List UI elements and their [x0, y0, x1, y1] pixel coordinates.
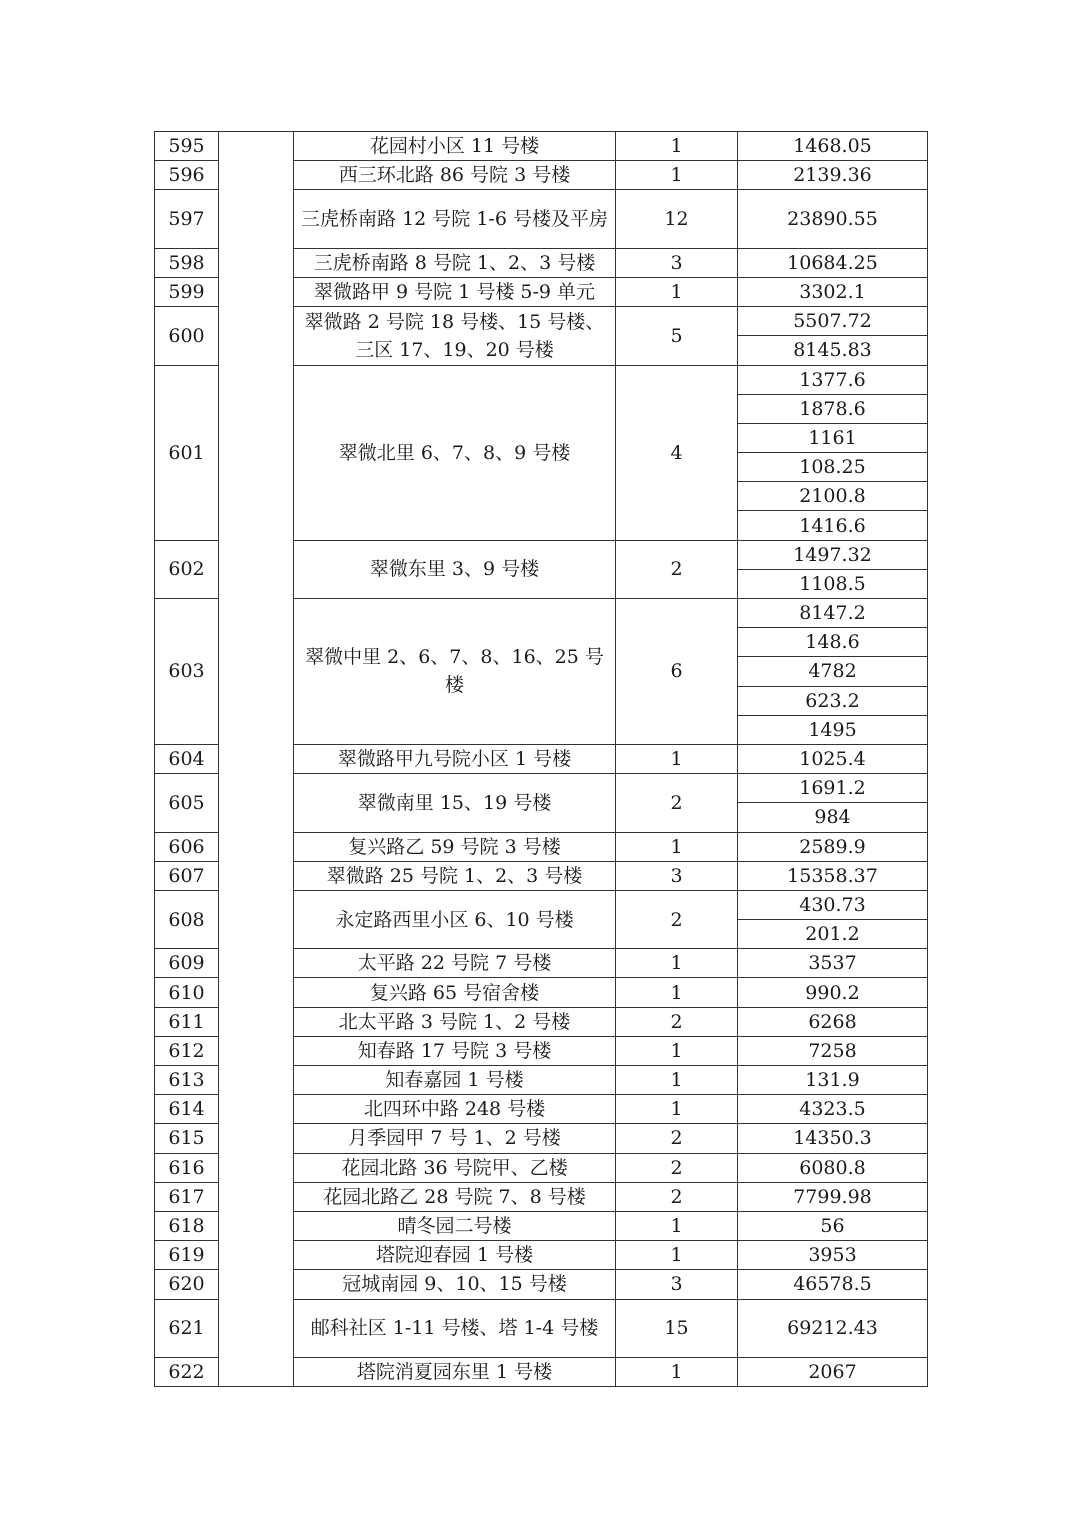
row-number: 622	[155, 1357, 219, 1386]
area-value: 1468.05	[738, 132, 928, 161]
row-number: 621	[155, 1299, 219, 1357]
building-count: 5	[616, 307, 738, 365]
area-value: 3953	[738, 1241, 928, 1270]
building-count: 4	[616, 365, 738, 540]
row-number: 614	[155, 1095, 219, 1124]
row-number: 620	[155, 1270, 219, 1299]
address-cell: 北太平路 3 号院 1、2 号楼	[294, 1007, 616, 1036]
housing-table	[154, 131, 928, 1387]
row-number: 597	[155, 190, 219, 248]
table-row	[155, 132, 928, 161]
row-number: 613	[155, 1066, 219, 1095]
building-count: 3	[616, 248, 738, 277]
building-count: 12	[616, 190, 738, 248]
row-number: 608	[155, 890, 219, 948]
address-cell: 花园北路乙 28 号院 7、8 号楼	[294, 1182, 616, 1211]
building-count: 1	[616, 1211, 738, 1240]
area-value: 201.2	[738, 920, 928, 949]
row-number: 612	[155, 1036, 219, 1065]
building-count: 2	[616, 1153, 738, 1182]
address-cell: 三虎桥南路 12 号院 1-6 号楼及平房	[294, 190, 616, 248]
area-value: 23890.55	[738, 190, 928, 248]
address-cell: 塔院消夏园东里 1 号楼	[294, 1357, 616, 1386]
building-count: 1	[616, 744, 738, 773]
row-number: 596	[155, 161, 219, 190]
area-value: 5507.72	[738, 307, 928, 336]
area-value: 69212.43	[738, 1299, 928, 1357]
building-count: 1	[616, 949, 738, 978]
row-number: 606	[155, 832, 219, 861]
row-number: 615	[155, 1124, 219, 1153]
row-number: 600	[155, 307, 219, 365]
row-number: 618	[155, 1211, 219, 1240]
address-cell: 花园村小区 11 号楼	[294, 132, 616, 161]
row-number: 605	[155, 774, 219, 832]
row-number: 607	[155, 861, 219, 890]
address-cell: 翠微路甲九号院小区 1 号楼	[294, 744, 616, 773]
building-count: 6	[616, 599, 738, 745]
building-count: 1	[616, 1357, 738, 1386]
address-cell: 北四环中路 248 号楼	[294, 1095, 616, 1124]
area-value: 1497.32	[738, 540, 928, 569]
row-number: 595	[155, 132, 219, 161]
address-cell: 永定路西里小区 6、10 号楼	[294, 890, 616, 948]
address-cell: 翠微路 25 号院 1、2、3 号楼	[294, 861, 616, 890]
building-count: 2	[616, 1124, 738, 1153]
row-number: 601	[155, 365, 219, 540]
area-value: 4782	[738, 657, 928, 686]
building-count: 1	[616, 132, 738, 161]
row-number: 619	[155, 1241, 219, 1270]
building-count: 2	[616, 1182, 738, 1211]
building-count: 1	[616, 1066, 738, 1095]
area-value: 8145.83	[738, 336, 928, 365]
row-number: 602	[155, 540, 219, 598]
address-cell: 花园北路 36 号院甲、乙楼	[294, 1153, 616, 1182]
building-count: 1	[616, 1036, 738, 1065]
area-value: 56	[738, 1211, 928, 1240]
building-count: 1	[616, 161, 738, 190]
row-number: 603	[155, 599, 219, 745]
address-cell: 塔院迎春园 1 号楼	[294, 1241, 616, 1270]
address-cell: 翠微南里 15、19 号楼	[294, 774, 616, 832]
area-value: 1878.6	[738, 394, 928, 423]
address-cell: 翠微中里 2、6、7、8、16、25 号楼	[294, 599, 616, 745]
row-number: 617	[155, 1182, 219, 1211]
building-count: 1	[616, 832, 738, 861]
area-value: 6080.8	[738, 1153, 928, 1182]
area-value: 2067	[738, 1357, 928, 1386]
row-number: 616	[155, 1153, 219, 1182]
area-value: 1495	[738, 715, 928, 744]
area-value: 430.73	[738, 890, 928, 919]
area-value: 1025.4	[738, 744, 928, 773]
building-count: 2	[616, 1007, 738, 1036]
area-value: 6268	[738, 1007, 928, 1036]
area-value: 131.9	[738, 1066, 928, 1095]
address-cell: 西三环北路 86 号院 3 号楼	[294, 161, 616, 190]
address-cell: 月季园甲 7 号 1、2 号楼	[294, 1124, 616, 1153]
area-value: 1161	[738, 423, 928, 452]
address-cell: 冠城南园 9、10、15 号楼	[294, 1270, 616, 1299]
row-number: 611	[155, 1007, 219, 1036]
area-value: 14350.3	[738, 1124, 928, 1153]
area-value: 984	[738, 803, 928, 832]
row-number: 599	[155, 277, 219, 306]
area-value: 7799.98	[738, 1182, 928, 1211]
area-value: 108.25	[738, 453, 928, 482]
building-count: 1	[616, 1095, 738, 1124]
address-cell: 晴冬园二号楼	[294, 1211, 616, 1240]
area-value: 148.6	[738, 628, 928, 657]
area-value: 2589.9	[738, 832, 928, 861]
address-cell: 邮科社区 1-11 号楼、塔 1-4 号楼	[294, 1299, 616, 1357]
address-cell: 太平路 22 号院 7 号楼	[294, 949, 616, 978]
building-count: 1	[616, 978, 738, 1007]
area-value: 46578.5	[738, 1270, 928, 1299]
address-cell: 知春嘉园 1 号楼	[294, 1066, 616, 1095]
area-value: 990.2	[738, 978, 928, 1007]
building-count: 1	[616, 1241, 738, 1270]
row-number: 604	[155, 744, 219, 773]
area-value: 1416.6	[738, 511, 928, 540]
area-value: 4323.5	[738, 1095, 928, 1124]
address-cell: 翠微路 2 号院 18 号楼、15 号楼、三区 17、19、20 号楼	[294, 307, 616, 365]
building-count: 2	[616, 890, 738, 948]
building-count: 3	[616, 1270, 738, 1299]
area-value: 1691.2	[738, 774, 928, 803]
address-cell: 复兴路乙 59 号院 3 号楼	[294, 832, 616, 861]
area-value: 7258	[738, 1036, 928, 1065]
row-number: 610	[155, 978, 219, 1007]
address-cell: 翠微北里 6、7、8、9 号楼	[294, 365, 616, 540]
building-count: 2	[616, 540, 738, 598]
address-cell: 复兴路 65 号宿舍楼	[294, 978, 616, 1007]
address-cell: 知春路 17 号院 3 号楼	[294, 1036, 616, 1065]
area-value: 623.2	[738, 686, 928, 715]
table-body	[155, 132, 928, 1387]
area-value: 15358.37	[738, 861, 928, 890]
building-count: 15	[616, 1299, 738, 1357]
area-value: 8147.2	[738, 599, 928, 628]
area-value: 10684.25	[738, 248, 928, 277]
area-value: 2100.8	[738, 482, 928, 511]
address-cell: 翠微路甲 9 号院 1 号楼 5-9 单元	[294, 277, 616, 306]
address-cell: 翠微东里 3、9 号楼	[294, 540, 616, 598]
area-value: 2139.36	[738, 161, 928, 190]
category-cell	[219, 132, 294, 1387]
area-value: 1377.6	[738, 365, 928, 394]
building-count: 1	[616, 277, 738, 306]
building-count: 2	[616, 774, 738, 832]
area-value: 3537	[738, 949, 928, 978]
row-number: 609	[155, 949, 219, 978]
area-value: 3302.1	[738, 277, 928, 306]
area-value: 1108.5	[738, 569, 928, 598]
row-number: 598	[155, 248, 219, 277]
address-cell: 三虎桥南路 8 号院 1、2、3 号楼	[294, 248, 616, 277]
building-count: 3	[616, 861, 738, 890]
